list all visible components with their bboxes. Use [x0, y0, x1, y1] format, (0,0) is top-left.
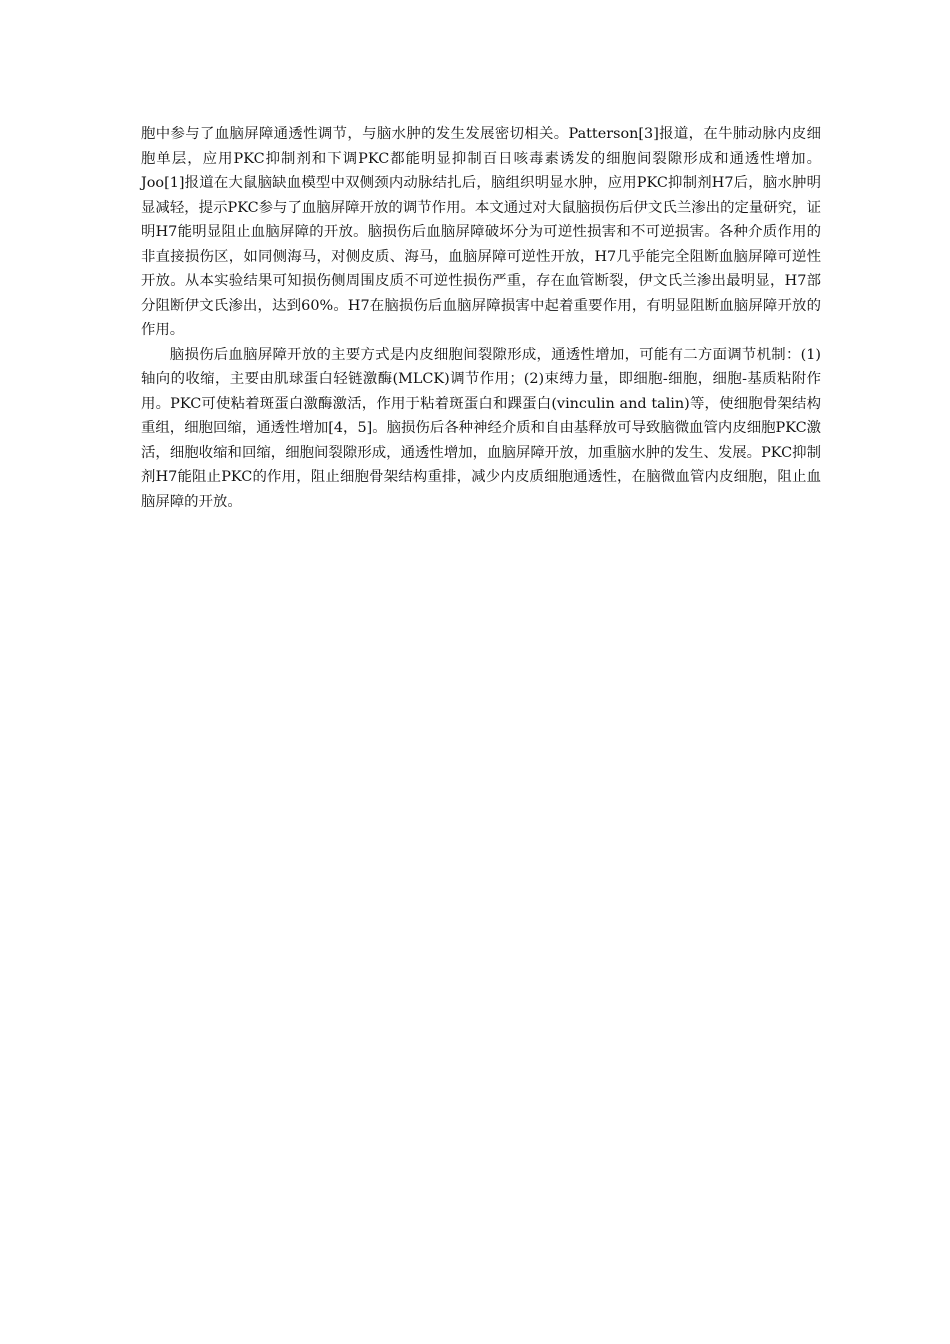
body-text [141, 122, 821, 514]
paragraph-2: 脑损伤后血脑屏障开放的主要方式是内皮细胞间裂隙形成，通透性增加，可能有二方面调节机制：(1)轴向的收缩，主要由肌球蛋白轻链激酶(MLCK)调节作用；(2)束缚力量，即细胞-细胞，细胞-基质粘附作用。PKC可使粘着斑蛋白激酶激活，作用于粘着斑蛋白和踝蛋白(vinculin and talin)等，使细胞骨架结构重组，细胞回缩，通透性增加[4，5]。脑损伤后各种神经介质和自由基释放可导致脑微血管内皮细胞PKC激活，细胞收缩和回缩，细胞间裂隙形成，通透性增加，血脑屏障开放，加重脑水肿的发生、发展。PKC抑制剂H7能阻止PKC的作用，阻止细胞骨架结构重排，减少内皮质细胞通透性，在脑微血管内皮细胞，阻止血脑屏障的开放。 [141, 346, 821, 510]
paragraph-1: 胞中参与了血脑屏障通透性调节，与脑水肿的发生发展密切相关。Patterson[3]报道，在牛肺动脉内皮细胞单层，应用PKC抑制剂和下调PKC都能明显抑制百日咳毒素诱发的细胞间裂隙形成和通透性增加。Joo[1]报道在大鼠脑缺血模型中双侧颈内动脉结扎后，脑组织明显水肿，应用PKC抑制剂H7后，脑水肿明显减轻，提示PKC参与了血脑屏障开放的调节作用。本文通过对大鼠脑损伤后伊文氏兰渗出的定量研究，证明H7能明显阻止血脑屏障的开放。脑损伤后血脑屏障破坏分为可逆性损害和不可逆损害。各种介质作用的非直接损伤区，如同侧海马，对侧皮质、海马，血脑屏障可逆性开放，H7几乎能完全阻断血脑屏障可逆性开放。从本实验结果可知损伤侧周围皮质不可逆性损伤严重，存在血管断裂，伊文氏兰渗出最明显，H7部分阻断伊文氏渗出，达到60%。H7在脑损伤后血脑屏障损害中起着重要作用，有明显阻断血脑屏障开放的作用。 [141, 126, 821, 338]
